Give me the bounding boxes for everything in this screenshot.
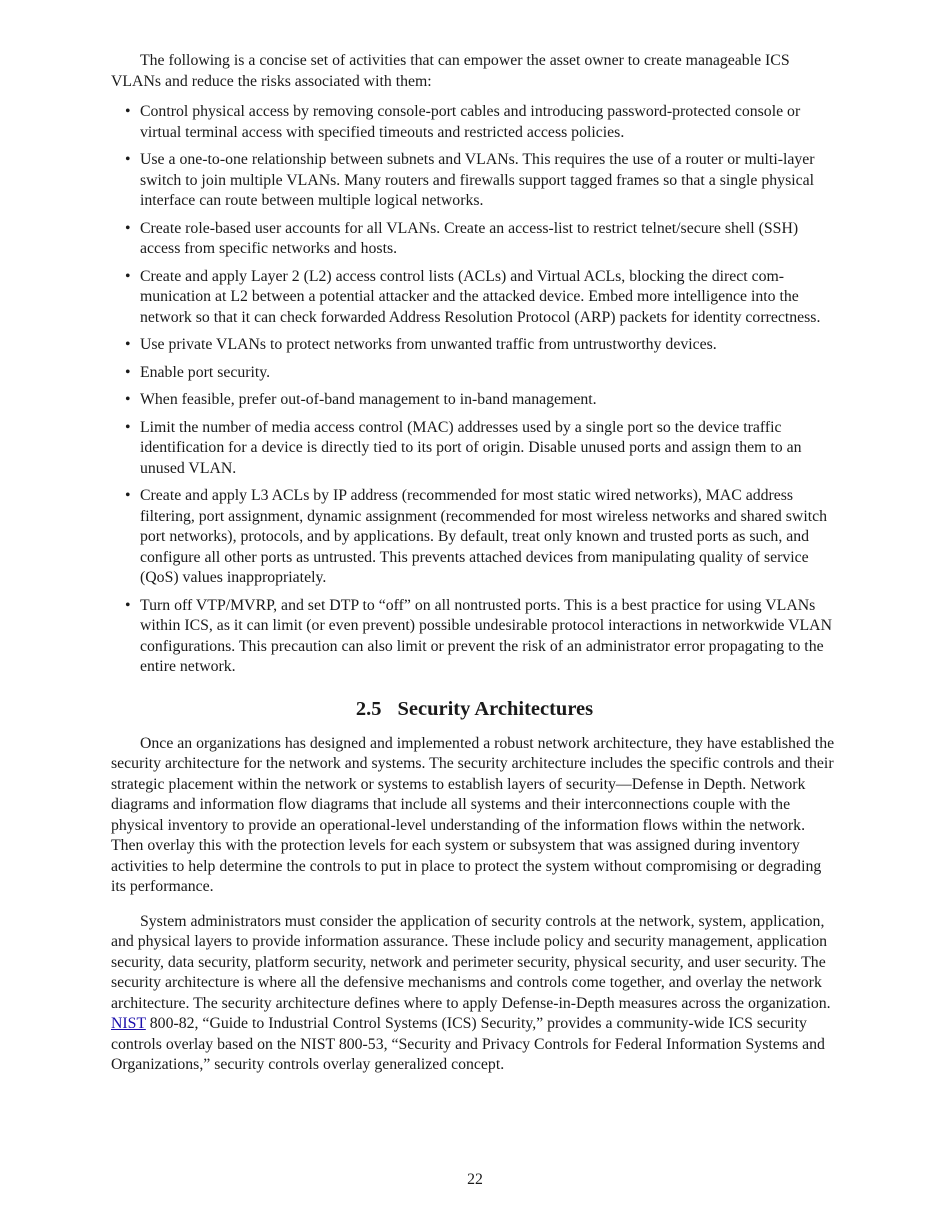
list-item <box>111 596 838 678</box>
list-item-text: Control physical access by removing console-port cables and introducing password-protected console or virtual terminal access with specified timeouts and restricted access policies. <box>140 103 801 141</box>
intro-paragraph: The following is a concise set of activities that can empower the asset owner to create manageable ICS VLANs and reduce the risks associated with them: <box>111 52 790 90</box>
list-item <box>111 219 838 260</box>
bullet-icon: • <box>125 267 131 285</box>
list-item <box>111 363 838 384</box>
bullet-icon: • <box>125 103 131 120</box>
bullet-icon: • <box>125 219 131 237</box>
list-item-text: Turn off VTP/MVRP, and set DTP to “off” on all nontrusted ports. This is a best practice for using VLANs within ICS, as it can limit (or even prevent) possible undesirable protocol interactions in networkwide VLAN configurations. This precaution can also limit or prevent the risk of an administrator error propagating to the entire network. <box>140 596 832 675</box>
paragraph-text-before-link: System administrators must consider the application of security controls at the network, system, application, and physical layers to provide information assurance. These include policy and security management, application security, data security, platform security, network and perimeter security, physical security, and user security. The security architecture is where all the defensive mechanisms and controls come together, and overlay the network architecture. The security architecture defines where to apply Defense-in-Depth measures across the organization. <box>111 912 831 1012</box>
list-item-text: Enable port security. <box>140 363 271 381</box>
bullet-icon: • <box>125 336 131 353</box>
page-number: 22 <box>467 1171 483 1188</box>
paragraph-text-after-link: 800-82, “Guide to Industrial Control Systems (ICS) Security,” provides a community-wide ICS security controls overlay based on the NIST 800-53, “Security and Privacy Controls for Federal Information Systems and Organizations,” security controls overlay generalized concept. <box>111 1015 825 1073</box>
list-item <box>111 150 838 212</box>
list-item <box>111 335 838 356</box>
paragraph-spacer <box>111 898 838 912</box>
security-architecture-paragraph: Once an organizations has designed and implemented a robust network architecture, they have established the security architecture for the network and systems. The security architecture includes the specific controls and their strategic placement within the network or systems to establish layers of security—Defense in Depth. Network diagrams and information flow diagrams that include all systems and their interconnections couple with the physical inventory to provide an operational-level understanding of the information flows within the network. Then overlay this with the protection levels for each system or subsystem that was assigned during inventory activities to help determine the controls to put in place to protect the system without compromising or degrading its performance. <box>111 734 835 895</box>
section-heading <box>111 696 838 722</box>
list-item-text: Limit the number of media access control (MAC) addresses used by a single port so the device traffic identification for a device is directly tied to its port of origin. Disable unused ports and assign them to an unused VLAN. <box>140 418 802 477</box>
list-item <box>111 418 838 480</box>
vlan-activities-list <box>111 102 838 678</box>
list-item-text: Use a one-to-one relationship between subnets and VLANs. This requires the use of a router or multi-layer switch to join multiple VLANs. Many routers and firewalls support tagged frames so that a single physical interface can route between multiple logical networks. <box>140 151 815 209</box>
bullet-icon: • <box>125 391 131 408</box>
list-item-text: Create and apply Layer 2 (L2) access control lists (ACLs) and Virtual ACLs, blocking the direct communication at L2 between a potential attacker and the attacked device. Embed more intelligence into the network so that it can check forwarded Address Resolution Protocol (ARP) packets for identity correctness. <box>140 267 821 326</box>
list-item-text: Create role-based user accounts for all VLANs. Create an access-list to restrict telnet/secure shell (SSH) access from specific networks and hosts. <box>140 219 799 257</box>
bullet-icon: • <box>125 151 131 168</box>
security-controls-paragraph <box>111 912 838 1076</box>
bullet-icon: • <box>125 418 131 436</box>
list-item <box>111 390 838 411</box>
bullet-icon: • <box>125 363 131 381</box>
list-item <box>111 267 838 329</box>
list-item-text: Create and apply L3 ACLs by IP address (recommended for most static wired networks), MAC address filtering, port assignment, dynamic assignment (recommended for most wireless networks and shared switch port networks), protocols, and by applications. By default, treat only known and trusted ports as such, and configure all other ports as untrusted. This prevents attached devices from manipulating quality of service (QoS) values inappropriately. <box>140 487 828 586</box>
section-number: 2.5 <box>355 697 382 720</box>
document-page <box>111 51 838 1076</box>
list-item-text: Use private VLANs to protect networks from unwanted traffic from untrustworthy devices. <box>140 336 717 353</box>
bullet-icon: • <box>125 596 131 614</box>
list-item-text: When feasible, prefer out-of-band management to in-band management. <box>140 391 597 408</box>
list-item <box>111 102 838 143</box>
nist-link[interactable]: NIST <box>111 1015 146 1032</box>
section-title: Security Architectures <box>397 697 594 720</box>
list-item <box>111 486 838 589</box>
bullet-icon: • <box>125 487 131 504</box>
